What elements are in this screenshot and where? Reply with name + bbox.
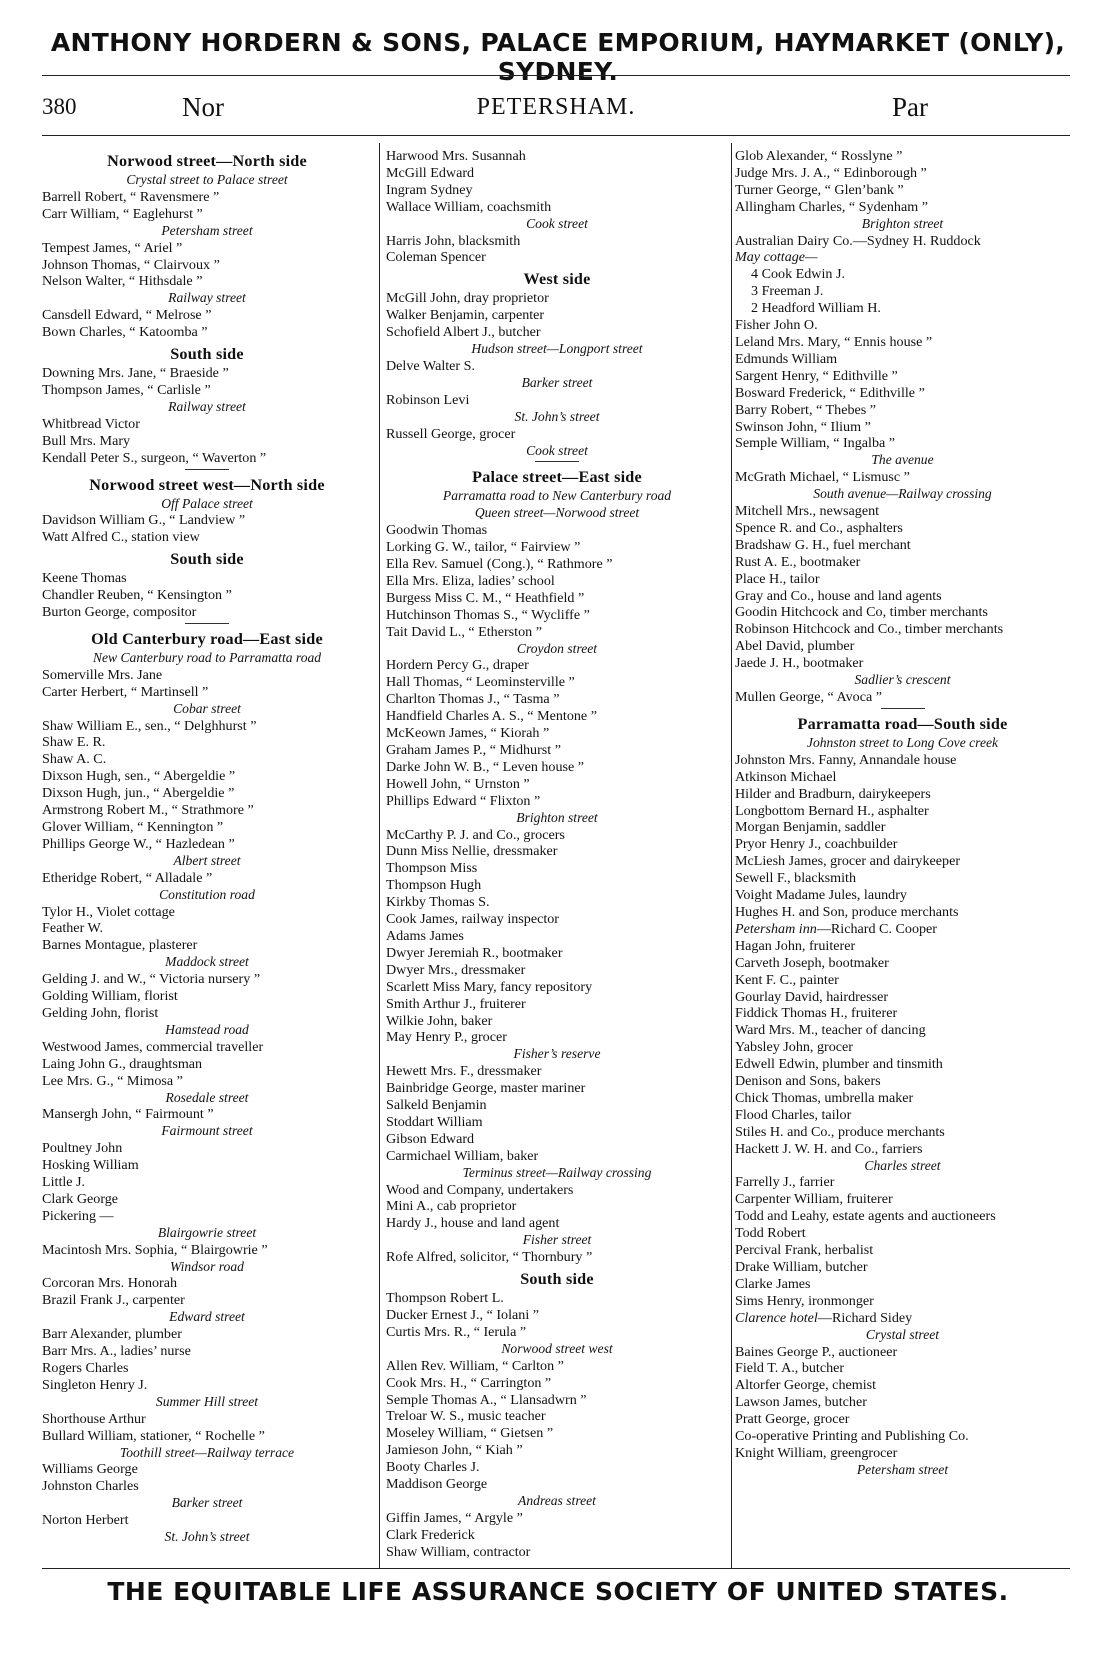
directory-entry: Booty Charles J.: [386, 1459, 480, 1476]
bottom-advertisement-banner: THE EQUITABLE LIFE ASSURANCE SOCIETY OF UNITED STATES.: [107, 1577, 1009, 1606]
directory-entry: Sims Henry, ironmonger: [735, 1292, 874, 1309]
directory-entry: 2 Headford William H.: [751, 300, 881, 317]
directory-entry: Barry Robert, “ Thebes ”: [735, 401, 877, 418]
cross-street: Brighton street: [516, 809, 598, 825]
street-heading: Old Canterbury road—East side: [91, 629, 323, 648]
directory-entry: Hagan John, fruiterer: [735, 937, 856, 954]
street-heading: Palace street—East side: [472, 468, 642, 487]
directory-entry: Mini A., cab proprietor: [386, 1198, 517, 1215]
directory-entry: Dunn Miss Nellie, dressmaker: [386, 843, 558, 860]
cross-street: The avenue: [871, 452, 934, 468]
directory-entry: Carter Herbert, “ Martinsell ”: [42, 683, 209, 700]
directory-entry: Gray and Co., house and land agents: [735, 587, 942, 604]
directory-entry: Spence R. and Co., asphalters: [735, 519, 903, 536]
directory-entry: Adams James: [386, 927, 464, 944]
cross-street: Johnston street to Long Cove creek: [806, 734, 999, 750]
directory-entry: Tait David L., “ Etherston ”: [386, 623, 542, 640]
directory-entry: Turner George, “ Glen’bank ”: [735, 181, 904, 198]
directory-entry: Macintosh Mrs. Sophia, “ Blairgowrie ”: [42, 1241, 268, 1258]
directory-entry: Shorthouse Arthur: [42, 1410, 146, 1427]
directory-entry: Barnes Montague, plasterer: [42, 937, 198, 954]
directory-entry: Moseley William, “ Gietsen ”: [386, 1425, 554, 1442]
directory-entry: Goodin Hitchcock and Co, timber merchants: [735, 604, 988, 621]
directory-entry: McGrath Michael, “ Lismusc ”: [735, 469, 910, 486]
header-rule: [42, 75, 1070, 76]
directory-entry: Phillips Edward “ Flixton ”: [386, 792, 541, 809]
cross-street: Cook street: [526, 442, 588, 458]
directory-entry: Handfield Charles A. S., “ Mentone ”: [386, 708, 597, 725]
cross-street: Fisher street: [522, 1232, 592, 1248]
cross-street: Crystal street to Palace street: [126, 172, 288, 187]
directory-entry: McCarthy P. J. and Co., grocers: [386, 826, 565, 843]
directory-entry: Cook James, railway inspector: [386, 911, 559, 928]
directory-entry: Chick Thomas, umbrella maker: [735, 1089, 914, 1106]
directory-entry: Hordern Percy G., draper: [386, 657, 529, 674]
directory-entry: Kendall Peter S., surgeon, “ Waverton ”: [42, 449, 267, 466]
directory-entry: Burgess Miss C. M., “ Heathfield ”: [386, 589, 585, 606]
directory-entry: Carveth Joseph, bootmaker: [735, 954, 889, 971]
directory-entry: Longbottom Bernard H., asphalter: [735, 802, 929, 819]
directory-entry: Thompson James, “ Carlisle ”: [42, 381, 211, 398]
directory-entry: Dwyer Jeremiah R., bootmaker: [386, 944, 563, 961]
directory-entry: Bullard William, stationer, “ Rochelle ”: [42, 1427, 265, 1444]
directory-entry: Kirkby Thomas S.: [386, 894, 490, 911]
directory-entry: Thompson Robert L.: [386, 1290, 504, 1307]
directory-entry: Abel David, plumber: [735, 638, 855, 655]
directory-entry: Delve Walter S.: [386, 357, 476, 374]
cross-street: Windsor road: [170, 1258, 244, 1274]
cross-street: Terminus street—Railway crossing: [462, 1164, 652, 1180]
directory-entry: Percival Frank, herbalist: [735, 1242, 874, 1259]
directory-entry: Nelson Walter, “ Hithsdale ”: [42, 273, 203, 290]
directory-entry: McGill John, dray proprietor: [386, 290, 549, 307]
directory-entry: Whitbread Victor: [42, 415, 140, 432]
directory-entry: Gelding J. and W., “ Victoria nursery ”: [42, 971, 261, 988]
directory-entry: Wood and Company, undertakers: [386, 1181, 574, 1198]
directory-entry: Hutchinson Thomas S., “ Wycliffe ”: [386, 606, 590, 623]
directory-entry: Ella Rev. Samuel (Cong.), “ Rathmore ”: [386, 556, 613, 573]
directory-entry: Poultney John: [42, 1140, 123, 1157]
directory-entry: Todd and Leahy, estate agents and auctioneers: [735, 1208, 996, 1225]
cross-street: Queen street—Norwood street: [474, 505, 640, 521]
cross-street: Charles street: [864, 1157, 941, 1173]
directory-entry: Wilkie John, baker: [386, 1012, 493, 1029]
directory-entry: Gibson Edward: [386, 1130, 475, 1147]
directory-entry: Judge Mrs. J. A., “ Edinborough ”: [735, 164, 927, 181]
directory-entry: Clark Frederick: [386, 1526, 475, 1543]
section-separator: [881, 708, 925, 709]
cross-street: Summer Hill street: [155, 1393, 259, 1409]
directory-entry: Harwood Mrs. Susannah: [386, 148, 526, 164]
directory-entry: 4 Cook Edwin J.: [751, 266, 845, 283]
cross-street: Hudson street—Longport street: [471, 341, 643, 357]
directory-entry: Gelding John, florist: [42, 1004, 159, 1021]
directory-column-1: [42, 148, 372, 1566]
directory-entry: Semple Thomas A., “ Llansadwrn ”: [386, 1391, 587, 1408]
column-divider: [379, 143, 380, 1568]
directory-entry: Shaw E. R.: [42, 734, 106, 751]
directory-entry: Edwell Edwin, plumber and tinsmith: [735, 1056, 943, 1073]
cross-street: Croydon street: [516, 640, 598, 656]
cross-street: Toothill street—Railway terrace: [119, 1444, 295, 1460]
directory-entry: Barr Alexander, plumber: [42, 1326, 182, 1343]
directory-entry: Leland Mrs. Mary, “ Ennis house ”: [735, 333, 933, 350]
directory-entry: Knight William, greengrocer: [735, 1444, 898, 1461]
directory-entry: Giffin James, “ Argyle ”: [386, 1509, 523, 1526]
proprietor-name: —Richard C. Cooper: [816, 920, 937, 937]
directory-entry: Johnson Thomas, “ Clairvoux ”: [42, 256, 220, 273]
directory-entry: Sewell F., blacksmith: [735, 870, 857, 887]
cross-street: Maddock street: [165, 954, 249, 970]
directory-entry: Walker Benjamin, carpenter: [386, 307, 545, 324]
directory-entry: Cansdell Edward, “ Melrose ”: [42, 307, 212, 324]
cross-street: New Canterbury road to Parramatta road: [92, 649, 322, 665]
directory-entry: Bainbridge George, master mariner: [386, 1080, 586, 1097]
cross-street: Edward street: [169, 1309, 245, 1325]
directory-entry: Rust A. E., bootmaker: [735, 553, 861, 570]
directory-entry: Johnston Charles: [42, 1478, 139, 1495]
directory-entry: Pratt George, grocer: [735, 1411, 850, 1428]
header-bottom-rule: [42, 135, 1070, 136]
directory-entry: Altorfer George, chemist: [735, 1377, 877, 1394]
directory-entry: Dixson Hugh, sen., “ Abergeldie ”: [42, 768, 236, 785]
page-title: PETERSHAM.: [476, 94, 636, 120]
directory-entry: Tempest James, “ Ariel ”: [42, 239, 183, 256]
cross-street: St. John’s street: [514, 408, 600, 424]
directory-entry: Hosking William: [42, 1157, 139, 1174]
page-number: 380: [42, 94, 77, 119]
directory-entry: Maddison George: [386, 1476, 488, 1493]
directory-entry: Hilder and Bradburn, dairykeepers: [735, 785, 931, 802]
directory-entry: Gourlay David, hairdresser: [735, 988, 889, 1005]
directory-entry: Flood Charles, tailor: [735, 1106, 852, 1123]
directory-entry: Voight Madame Jules, laundry: [735, 887, 907, 904]
cross-street: Crystal street: [865, 1326, 940, 1342]
directory-entry: Baines George P., auctioneer: [735, 1343, 898, 1360]
directory-entry: Laing John G., draughtsman: [42, 1055, 203, 1072]
directory-entry: Farrelly J., farrier: [735, 1174, 835, 1191]
establishment-name: Petersham inn: [735, 920, 817, 937]
directory-entry: Schofield Albert J., butcher: [386, 324, 541, 341]
directory-entry: Bradshaw G. H., fuel merchant: [735, 536, 911, 553]
cross-street: Sadlier’s crescent: [854, 672, 951, 688]
directory-entry: Place H., tailor: [735, 570, 820, 587]
street-heading: Norwood street west—North side: [89, 475, 325, 494]
directory-entry: Armstrong Robert M., “ Strathmore ”: [42, 802, 254, 819]
directory-entry: Russell George, grocer: [386, 425, 516, 442]
footer-rule: [42, 1568, 1070, 1569]
directory-entry: Goodwin Thomas: [386, 522, 488, 539]
directory-entry: Drake William, butcher: [735, 1259, 868, 1275]
directory-entry: McKeown James, “ Kiorah ”: [386, 725, 550, 742]
directory-entry: Allingham Charles, “ Sydenham ”: [735, 198, 928, 215]
right-guide-word: Par: [892, 92, 928, 122]
cross-street: Andreas street: [518, 1492, 596, 1508]
cross-street: Blairgowrie street: [157, 1224, 257, 1240]
directory-entry: Allen Rev. William, “ Carlton ”: [386, 1357, 564, 1374]
directory-entry: Carr William, “ Eaglehurst ”: [42, 205, 203, 222]
cross-street: Cobar street: [173, 700, 241, 716]
directory-entry: Hardy J., house and land agent: [386, 1215, 560, 1232]
left-guide-word: Nor: [182, 92, 224, 122]
directory-entry: Bosward Frederick, “ Edithville ”: [735, 384, 925, 401]
directory-entry: Fisher John O.: [735, 317, 818, 334]
directory-entry: Wallace William, coachsmith: [386, 198, 552, 215]
directory-entry: Carpenter William, fruiterer: [735, 1191, 893, 1208]
cross-street: Railway street: [168, 290, 246, 306]
directory-entry: Curtis Mrs. R., “ Ierula ”: [386, 1323, 527, 1340]
directory-entry: Clark George: [42, 1190, 119, 1207]
directory-entry: Robinson Levi: [386, 391, 470, 408]
cross-street: Norwood street west: [501, 1340, 613, 1356]
directory-entry: Downing Mrs. Jane, “ Braeside ”: [42, 365, 229, 382]
directory-entry: [735, 1310, 1070, 1327]
street-heading: West side: [523, 270, 591, 289]
directory-entry: Dwyer Mrs., dressmaker: [386, 961, 526, 978]
street-heading: South side: [170, 550, 244, 569]
directory-entry: Mansergh John, “ Fairmount ”: [42, 1106, 214, 1123]
directory-entry: Davidson William G., “ Landview ”: [42, 512, 246, 529]
directory-entry: Graham James P., “ Midhurst ”: [386, 742, 561, 758]
cross-street: Fisher’s reserve: [513, 1046, 601, 1062]
cross-street: Constitution road: [159, 886, 255, 902]
cross-street: Brighton street: [861, 215, 944, 231]
cross-street: Petersham street: [856, 1461, 949, 1477]
directory-entry: Barrell Robert, “ Ravensmere ”: [42, 188, 220, 205]
directory-entry: Pryor Henry J., coachbuilder: [735, 836, 898, 853]
directory-entry: Shaw A. C.: [42, 751, 107, 768]
section-separator: [185, 469, 229, 470]
directory-entry: Yabsley John, grocer: [735, 1039, 853, 1056]
cross-street: South avenue—Railway crossing: [813, 486, 992, 502]
directory-entry: Shaw William, contractor: [386, 1543, 531, 1560]
directory-entry: 3 Freeman J.: [751, 283, 824, 300]
directory-entry: Corcoran Mrs. Honorah: [42, 1275, 178, 1292]
directory-entry: Morgan Benjamin, saddler: [735, 819, 886, 836]
directory-entry: Lorking G. W., tailor, “ Fairview ”: [386, 539, 581, 556]
directory-entry: Sargent Henry, “ Edithville ”: [735, 367, 898, 384]
directory-entry: Feather W.: [42, 920, 104, 937]
directory-entry: Treloar W. S., music teacher: [386, 1408, 546, 1425]
directory-entry: Ducker Ernest J., “ Iolani ”: [386, 1307, 540, 1323]
cross-street: Rosedale street: [165, 1089, 249, 1105]
cross-street: St. John’s street: [164, 1529, 250, 1545]
directory-entry: Westwood James, commercial traveller: [42, 1038, 264, 1055]
directory-entry: Lawson James, butcher: [735, 1394, 867, 1411]
street-heading: South side: [520, 1270, 594, 1289]
directory-entry: Glob Alexander, “ Rosslyne ”: [735, 148, 903, 164]
directory-entry: Bull Mrs. Mary: [42, 432, 131, 449]
directory-entry: Burton George, compositor: [42, 604, 197, 621]
directory-entry: Dixson Hugh, jun., “ Abergeldie ”: [42, 785, 235, 802]
directory-entry: Howell John, “ Urnston ”: [386, 775, 530, 792]
directory-entry: Stiles H. and Co., produce merchants: [735, 1123, 945, 1140]
directory-entry: Charlton Thomas J., “ Tasma ”: [386, 691, 560, 708]
directory-entry: Denison and Sons, bakers: [735, 1073, 881, 1090]
directory-entry: Bown Charles, “ Katoomba ”: [42, 324, 208, 341]
directory-entry: Thompson Hugh: [386, 877, 482, 894]
directory-entry: Stoddart William: [386, 1113, 483, 1130]
cross-street: Barker street: [521, 374, 593, 390]
directory-entry: Australian Dairy Co.—Sydney H. Ruddock: [735, 232, 981, 249]
directory-entry: Ella Mrs. Eliza, ladies’ school: [386, 572, 555, 589]
directory-entry: Rogers Charles: [42, 1360, 129, 1376]
directory-entry: Carmichael William, baker: [386, 1147, 539, 1164]
directory-entry: Todd Robert: [735, 1225, 806, 1242]
directory-entry: Rofe Alfred, solicitor, “ Thornbury ”: [386, 1249, 593, 1266]
directory-entry: Mullen George, “ Avoca ”: [735, 689, 883, 705]
directory-entry: McLiesh James, grocer and dairykeeper: [735, 853, 961, 870]
directory-entry: Clarke James: [735, 1275, 811, 1292]
section-separator: [535, 461, 579, 462]
directory-column-3: [735, 148, 1070, 1566]
directory-entry: McGill Edward: [386, 164, 475, 181]
directory-entry: Salkeld Benjamin: [386, 1097, 487, 1114]
section-separator: [185, 623, 229, 624]
directory-entry: Hughes H. and Son, produce merchants: [735, 903, 959, 920]
page-header: [42, 92, 1070, 128]
column-divider: [731, 143, 732, 1568]
cross-street: Hamstead road: [165, 1021, 249, 1037]
cross-street: Railway street: [168, 398, 246, 414]
directory-entry: Hall Thomas, “ Leominsterville ”: [386, 674, 575, 691]
cross-street: Petersham street: [161, 222, 253, 238]
directory-entry: Barr Mrs. A., ladies’ nurse: [42, 1343, 191, 1360]
directory-entry: Williams George: [42, 1461, 138, 1478]
directory-entry: Tylor H., Violet cottage: [42, 903, 175, 920]
directory-entry: Field T. A., butcher: [735, 1360, 845, 1377]
cross-street: Fairmount street: [161, 1123, 253, 1139]
directory-entry: Somerville Mrs. Jane: [42, 666, 163, 683]
directory-entry: Co-operative Printing and Publishing Co.: [735, 1428, 969, 1445]
directory-entry: Ingram Sydney: [386, 181, 473, 198]
directory-entry: Cook Mrs. H., “ Carrington ”: [386, 1374, 552, 1391]
directory-entry: Harris John, blacksmith: [386, 232, 521, 249]
directory-entry: Thompson Miss: [386, 860, 478, 877]
directory-entry: Brazil Frank J., carpenter: [42, 1292, 185, 1309]
directory-entry: Coleman Spencer: [386, 249, 486, 266]
cross-street: Albert street: [173, 852, 241, 868]
directory-entry: Norton Herbert: [42, 1512, 129, 1529]
directory-entry: Hackett J. W. H. and Co., farriers: [735, 1140, 923, 1157]
directory-entry: Shaw William E., sen., “ Delghhurst ”: [42, 717, 257, 734]
directory-entry: [735, 921, 1070, 938]
directory-entry: Etheridge Robert, “ Alladale ”: [42, 869, 213, 886]
directory-entry: Semple William, “ Ingalba ”: [735, 435, 896, 452]
proprietor-name: —Richard Sidey: [817, 1309, 913, 1326]
directory-entry: May Henry P., grocer: [386, 1029, 507, 1046]
directory-entry: Darke John W. B., “ Leven house ”: [386, 758, 585, 775]
directory-entry: Robinson Hitchcock and Co., timber merchants: [735, 621, 1004, 638]
cross-street: Cook street: [526, 215, 588, 231]
directory-entry: May cottage—: [735, 249, 818, 266]
directory-entry: Ward Mrs. M., teacher of dancing: [735, 1022, 926, 1039]
directory-entry: Phillips George W., “ Hazledean ”: [42, 835, 235, 852]
directory-entry: Watt Alfred C., station view: [42, 529, 200, 546]
directory-entry: Jaede J. H., bootmaker: [735, 655, 864, 672]
directory-entry: Swinson John, “ Ilium ”: [735, 418, 871, 435]
cross-street: Barker street: [171, 1495, 243, 1511]
directory-entry: Keene Thomas: [42, 570, 127, 587]
directory-column-2: [386, 148, 728, 1566]
street-heading: Norwood street—North side: [107, 152, 307, 170]
directory-entry: Scarlett Miss Mary, fancy repository: [386, 978, 593, 995]
street-heading: Parramatta road—South side: [797, 714, 1008, 733]
directory-entry: Little J.: [42, 1174, 86, 1191]
directory-entry: Atkinson Michael: [735, 768, 837, 785]
cross-street: Off Palace street: [161, 495, 253, 511]
directory-entry: Hewett Mrs. F., dressmaker: [386, 1063, 542, 1080]
directory-entry: Chandler Reuben, “ Kensington ”: [42, 587, 232, 604]
directory-entry: Mitchell Mrs., newsagent: [735, 503, 880, 520]
directory-entry: Jamieson John, “ Kiah ”: [386, 1442, 523, 1459]
establishment-name: Clarence hotel: [735, 1309, 818, 1326]
directory-entry: Fiddick Thomas H., fruiterer: [735, 1005, 898, 1022]
directory-entry: Glover William, “ Kennington ”: [42, 819, 224, 835]
cross-street: Parramatta road to New Canterbury road: [442, 488, 672, 504]
directory-entry: Golding William, florist: [42, 988, 178, 1005]
directory-entry: Smith Arthur J., fruiterer: [386, 995, 526, 1012]
directory-entry: Edmunds William: [735, 350, 838, 367]
directory-entry: Johnston Mrs. Fanny, Annandale house: [735, 751, 957, 768]
directory-entry: Singleton Henry J.: [42, 1376, 148, 1393]
directory-entry: Pickering —: [42, 1207, 114, 1224]
directory-entry: Kent F. C., painter: [735, 971, 839, 988]
top-advertisement-banner: ANTHONY HORDERN & SONS, PALACE EMPORIUM, HAYMARKET (ONLY), SYDNEY.: [50, 28, 1066, 86]
directory-entry: Lee Mrs. G., “ Mimosa ”: [42, 1072, 183, 1089]
street-heading: South side: [170, 345, 244, 364]
